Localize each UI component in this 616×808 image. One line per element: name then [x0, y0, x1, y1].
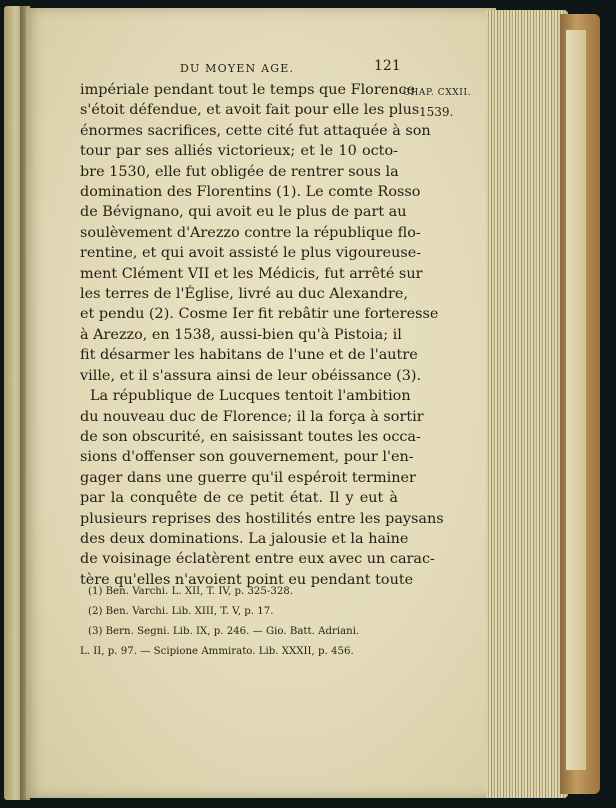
page-number: 121: [374, 58, 401, 74]
text-line: les terres de l'Église, livré au duc Alexandre,: [80, 286, 408, 303]
text-line: plusieurs reprises des hostilités entre les paysans: [80, 510, 444, 527]
text-line: à Arezzo, en 1538, aussi-bien qu'à Pistoia; il: [80, 326, 402, 343]
text-line: ment Clément VII et les Médicis, fut arrêté sur: [80, 265, 423, 282]
text-line: ville, et il s'assura ainsi de leur obéissance (3).: [80, 367, 422, 384]
text-line: fit désarmer les habitans de l'une et de l'autre: [80, 347, 418, 364]
text-line: rentine, et qui avoit assisté le plus vigoureuse-: [80, 245, 422, 262]
text-line: de son obscurité, en saisissant toutes les occa-: [80, 428, 421, 445]
text-line: tour par ses alliés victorieux; et le 10 octo-: [80, 143, 398, 160]
text-line: du nouveau duc de Florence; il la força à sortir: [80, 408, 424, 425]
text-line: bre 1530, elle fut obligée de rentrer sous la: [80, 163, 399, 180]
footnote: (2) Ben. Varchi. Lib. XIII, T. V, p. 17.: [88, 606, 274, 617]
page-edges: [486, 10, 568, 798]
text-line: gager dans une guerre qu'il espéroit terminer: [80, 469, 416, 486]
footnote: (3) Bern. Segni. Lib. IX, p. 246. — Gio. Batt. Adriani.: [88, 626, 360, 637]
text-line: s'étoit défendue, et avoit fait pour elle les plus: [80, 102, 420, 119]
text-line: soulèvement d'Arezzo contre la république flo-: [80, 224, 421, 241]
footnotes: [80, 582, 398, 662]
text-line: énormes sacrifices, cette cité fut attaquée à son: [80, 122, 431, 139]
text-line: de Bévignano, qui avoit eu le plus de part au: [80, 204, 407, 221]
page-header: [0, 56, 616, 78]
year-marker: 1539.: [419, 105, 454, 119]
text-line: impériale pendant tout le temps que Florence: [80, 82, 416, 98]
chapter-marker: CHAP. CXXII.: [403, 88, 472, 98]
text-line: des deux dominations. La jalousie et la haine: [80, 530, 409, 547]
text-line: La république de Lucques tentoit l'ambition: [90, 388, 411, 405]
text-line: tère qu'elles n'avoient point eu pendant toute: [80, 571, 414, 588]
text-line: par la conquête de ce petit état. Il y eut à: [80, 490, 398, 507]
endpaper-edge: [566, 30, 586, 770]
footnote: (1) Ben. Varchi. L. XII, T. IV, p. 325-328.: [88, 586, 294, 597]
running-head: DU MOYEN AGE.: [180, 62, 295, 75]
text-line: de voisinage éclatèrent entre eux avec un carac-: [80, 551, 435, 568]
text-line: et pendu (2). Cosme Ier fit rebâtir une forteresse: [80, 306, 439, 323]
text-line: sions d'offenser son gouvernement, pour l'en-: [80, 449, 414, 466]
text-line: domination des Florentins (1). Le comte Rosso: [80, 184, 421, 201]
footnote: L. II, p. 97. — Scipione Ammirato. Lib. XXXII, p. 456.: [80, 646, 354, 657]
